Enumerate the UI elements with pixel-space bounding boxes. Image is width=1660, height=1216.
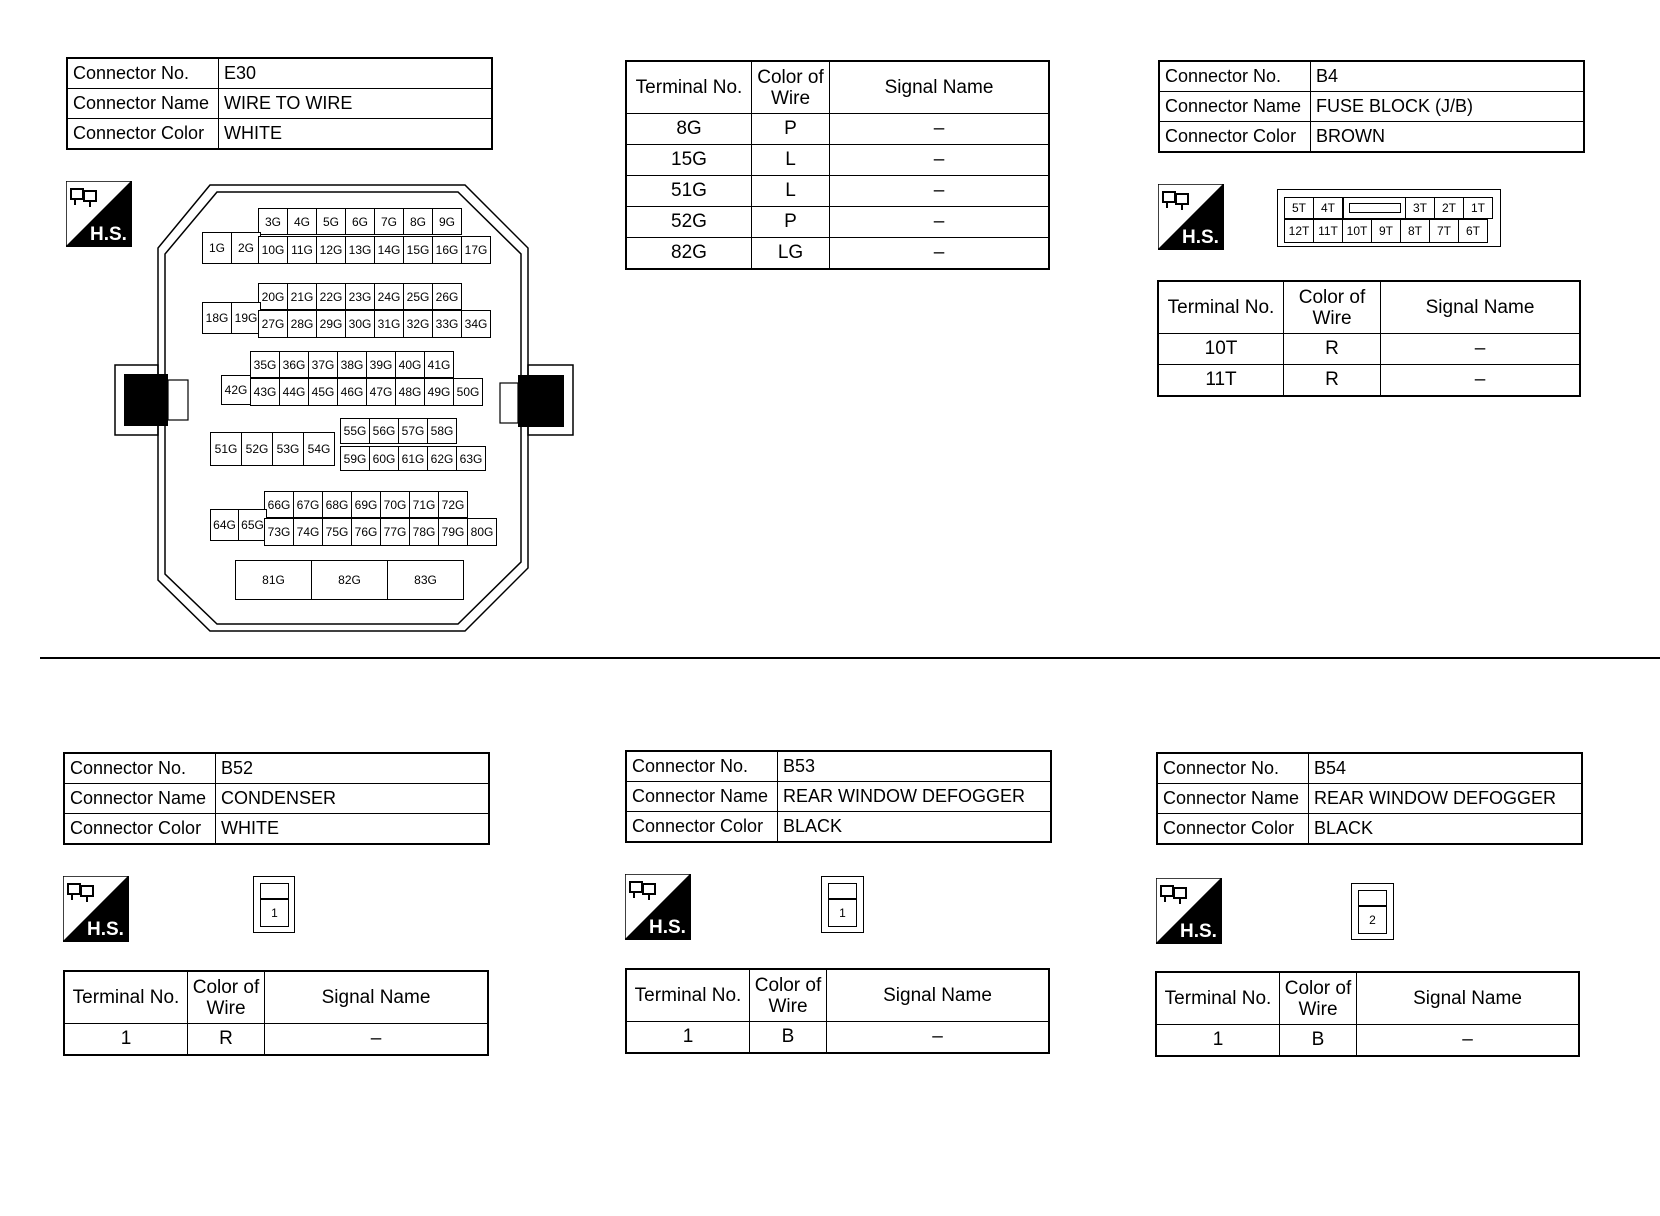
hs-text: H.S.: [649, 917, 686, 938]
pin-29G: 29G: [316, 310, 346, 338]
pin-1G: 1G: [202, 232, 232, 264]
pin-79G: 79G: [438, 518, 468, 546]
table-row: [626, 207, 1049, 238]
pin-14G: 14G: [374, 236, 404, 264]
table-row: [1158, 334, 1580, 365]
pin-62G: 62G: [427, 446, 457, 471]
pin-49G: 49G: [424, 378, 454, 406]
terminal-no-header: Terminal No.: [1156, 972, 1280, 1025]
terminal-no-cell: 51G: [626, 176, 752, 207]
color-of-wire-header: Color of Wire: [1284, 281, 1381, 334]
signal-name-header: Signal Name: [827, 969, 1050, 1022]
pin-82G: 82G: [311, 560, 388, 600]
pin-43G: 43G: [250, 378, 280, 406]
pin-13G: 13G: [345, 236, 375, 264]
signal-name-cell: –: [830, 238, 1050, 270]
hs-badge-icon: [1156, 878, 1222, 944]
pin-58G: 58G: [427, 418, 457, 444]
pin-7T: 7T: [1429, 219, 1459, 243]
pin-18G: 18G: [202, 302, 232, 334]
terminal-no-cell: 11T: [1158, 365, 1284, 397]
pin-53G: 53G: [272, 432, 304, 466]
pin-6G: 6G: [345, 208, 375, 235]
wire-color-cell: L: [752, 145, 830, 176]
table-row: [626, 238, 1049, 270]
hs-text: H.S.: [1182, 227, 1219, 248]
signal-name-cell: –: [1381, 365, 1581, 397]
pin-41G: 41G: [424, 351, 454, 378]
pin-12T: 12T: [1284, 219, 1314, 243]
connector-color-value: WHITE: [219, 119, 493, 150]
color-of-wire-header: Color of Wire: [750, 969, 827, 1022]
pin-9G: 9G: [432, 208, 462, 235]
b53-connector-face: [821, 876, 864, 933]
b4-terminal-table: [1157, 280, 1581, 397]
connector-name-label: Connector Name: [1157, 784, 1309, 814]
signal-name-header: Signal Name: [1357, 972, 1580, 1025]
pin-60G: 60G: [369, 446, 399, 471]
pin-20G: 20G: [258, 283, 288, 310]
pin-11T: 11T: [1313, 219, 1343, 243]
pin-1: 1: [828, 899, 857, 927]
terminal-no-cell: 10T: [1158, 334, 1284, 365]
table-row: [626, 176, 1049, 207]
pin-67G: 67G: [293, 491, 323, 518]
pin-46G: 46G: [337, 378, 367, 406]
pin-4G: 4G: [287, 208, 317, 235]
pin-45G: 45G: [308, 378, 338, 406]
hs-text: H.S.: [1180, 921, 1217, 942]
pin-69G: 69G: [351, 491, 381, 518]
signal-name-header: Signal Name: [830, 61, 1050, 114]
pin-32G: 32G: [403, 310, 433, 338]
hs-text: H.S.: [90, 224, 127, 245]
b54-terminal-table: [1155, 971, 1580, 1057]
pin-36G: 36G: [279, 351, 309, 378]
pin-9T: 9T: [1371, 219, 1401, 243]
connector-no-label: Connector No.: [1157, 753, 1309, 784]
pin-33G: 33G: [432, 310, 462, 338]
pin-68G: 68G: [322, 491, 352, 518]
pin-5G: 5G: [316, 208, 346, 235]
pin-8G: 8G: [403, 208, 433, 235]
pin-78G: 78G: [409, 518, 439, 546]
pin-40G: 40G: [395, 351, 425, 378]
color-of-wire-header: Color of Wire: [752, 61, 830, 114]
pin-37G: 37G: [308, 351, 338, 378]
pin-80G: 80G: [467, 518, 497, 546]
pin-10G: 10G: [258, 236, 288, 264]
signal-name-cell: –: [1381, 334, 1581, 365]
pin-76G: 76G: [351, 518, 381, 546]
connector-no-value: E30: [219, 58, 493, 89]
pin-4T: 4T: [1313, 197, 1343, 219]
terminal-no-cell: 82G: [626, 238, 752, 270]
connector-no-label: Connector No.: [1159, 61, 1311, 92]
key-slot-mark: [1349, 203, 1401, 213]
connector-no-value: B4: [1311, 61, 1585, 92]
wire-color-cell: R: [188, 1024, 265, 1056]
pin-2G: 2G: [231, 232, 261, 264]
table-row: [626, 1022, 1049, 1054]
signal-name-cell: –: [830, 145, 1050, 176]
pin-50G: 50G: [453, 378, 483, 406]
pin-1: 1: [260, 899, 289, 927]
pin-52G: 52G: [241, 432, 273, 466]
color-of-wire-header: Color of Wire: [1280, 972, 1357, 1025]
b52-connector-face: [253, 876, 295, 933]
pin-65G: 65G: [238, 509, 267, 541]
pin-26G: 26G: [432, 283, 462, 310]
key-slot: [1343, 197, 1406, 219]
pin-77G: 77G: [380, 518, 410, 546]
pin-10T: 10T: [1342, 219, 1372, 243]
connector-color-label: Connector Color: [1157, 814, 1309, 845]
pin-70G: 70G: [380, 491, 410, 518]
b54-info-table: [1156, 752, 1583, 845]
signal-name-header: Signal Name: [265, 971, 489, 1024]
connector-color-value: WHITE: [216, 814, 490, 845]
pin-5T: 5T: [1284, 197, 1314, 219]
b53-info-table: [625, 750, 1052, 843]
connector-color-label: Connector Color: [1159, 122, 1311, 153]
e30-info-table: [66, 57, 493, 150]
pin-25G: 25G: [403, 283, 433, 310]
e30-terminal-table: [625, 60, 1050, 270]
pin-64G: 64G: [210, 509, 239, 541]
connector-no-label: Connector No.: [64, 753, 216, 784]
section-divider: [40, 657, 1660, 659]
connector-color-label: Connector Color: [67, 119, 219, 150]
pin-38G: 38G: [337, 351, 367, 378]
pin-42G: 42G: [221, 375, 251, 405]
terminal-no-header: Terminal No.: [626, 969, 750, 1022]
pin-2T: 2T: [1434, 197, 1464, 219]
wire-color-cell: R: [1284, 365, 1381, 397]
connector-color-value: BLACK: [1309, 814, 1583, 845]
pin-30G: 30G: [345, 310, 375, 338]
pin-24G: 24G: [374, 283, 404, 310]
pin-22G: 22G: [316, 283, 346, 310]
terminal-no-cell: 1: [64, 1024, 188, 1056]
pin-17G: 17G: [461, 236, 491, 264]
pin-83G: 83G: [387, 560, 464, 600]
pin-35G: 35G: [250, 351, 280, 378]
pin-34G: 34G: [461, 310, 491, 338]
connector-name-value: FUSE BLOCK (J/B): [1311, 92, 1585, 122]
wire-color-cell: LG: [752, 238, 830, 270]
b52-info-table: [63, 752, 490, 845]
pin-66G: 66G: [264, 491, 294, 518]
pin-23G: 23G: [345, 283, 375, 310]
pin-3T: 3T: [1405, 197, 1435, 219]
wire-color-cell: L: [752, 176, 830, 207]
pin-81G: 81G: [235, 560, 312, 600]
terminal-no-cell: 8G: [626, 114, 752, 145]
pin-39G: 39G: [366, 351, 396, 378]
connector-color-value: BLACK: [778, 812, 1052, 843]
connector-name-value: WIRE TO WIRE: [219, 89, 493, 119]
table-row: [626, 114, 1049, 145]
connector-no-value: B54: [1309, 753, 1583, 784]
pin-27G: 27G: [258, 310, 288, 338]
pin-54G: 54G: [303, 432, 335, 466]
wire-color-cell: B: [1280, 1025, 1357, 1057]
pin-47G: 47G: [366, 378, 396, 406]
connector-name-label: Connector Name: [67, 89, 219, 119]
pin-16G: 16G: [432, 236, 462, 264]
pin-8T: 8T: [1400, 219, 1430, 243]
b53-terminal-table: [625, 968, 1050, 1054]
pin-1T: 1T: [1463, 197, 1493, 219]
signal-name-cell: –: [830, 114, 1050, 145]
pin-61G: 61G: [398, 446, 428, 471]
pin-71G: 71G: [409, 491, 439, 518]
connector-name-label: Connector Name: [1159, 92, 1311, 122]
pin-19G: 19G: [231, 302, 261, 334]
pin-55G: 55G: [340, 418, 370, 444]
pin-28G: 28G: [287, 310, 317, 338]
table-row: [626, 145, 1049, 176]
pin-56G: 56G: [369, 418, 399, 444]
terminal-no-header: Terminal No.: [64, 971, 188, 1024]
pin-51G: 51G: [210, 432, 242, 466]
table-row: [64, 1024, 488, 1056]
wire-color-cell: B: [750, 1022, 827, 1054]
connector-color-label: Connector Color: [64, 814, 216, 845]
connector-color-label: Connector Color: [626, 812, 778, 843]
pin-2: 2: [1358, 906, 1387, 934]
wire-color-cell: P: [752, 114, 830, 145]
pin-21G: 21G: [287, 283, 317, 310]
terminal-no-header: Terminal No.: [1158, 281, 1284, 334]
connector-no-label: Connector No.: [67, 58, 219, 89]
connector-name-value: REAR WINDOW DEFOGGER: [778, 782, 1052, 812]
hs-badge-icon: [625, 874, 691, 940]
pin-75G: 75G: [322, 518, 352, 546]
wire-color-cell: P: [752, 207, 830, 238]
pin-48G: 48G: [395, 378, 425, 406]
pin-44G: 44G: [279, 378, 309, 406]
pin-31G: 31G: [374, 310, 404, 338]
pin-7G: 7G: [374, 208, 404, 235]
signal-name-cell: –: [265, 1024, 489, 1056]
wire-color-cell: R: [1284, 334, 1381, 365]
pin-15G: 15G: [403, 236, 433, 264]
signal-name-cell: –: [827, 1022, 1050, 1054]
connector-color-value: BROWN: [1311, 122, 1585, 153]
pin-72G: 72G: [438, 491, 468, 518]
pin-63G: 63G: [456, 446, 486, 471]
terminal-no-cell: 15G: [626, 145, 752, 176]
terminal-no-cell: 1: [626, 1022, 750, 1054]
color-of-wire-header: Color of Wire: [188, 971, 265, 1024]
connector-no-label: Connector No.: [626, 751, 778, 782]
pin-12G: 12G: [316, 236, 346, 264]
pin-74G: 74G: [293, 518, 323, 546]
hs-badge-icon: [63, 876, 129, 942]
hs-text: H.S.: [87, 919, 124, 940]
connector-name-value: CONDENSER: [216, 784, 490, 814]
pin-59G: 59G: [340, 446, 370, 471]
pin-3G: 3G: [258, 208, 288, 235]
b52-terminal-table: [63, 970, 489, 1056]
b54-connector-face: [1351, 883, 1394, 940]
terminal-no-cell: 52G: [626, 207, 752, 238]
connector-name-label: Connector Name: [626, 782, 778, 812]
connector-name-label: Connector Name: [64, 784, 216, 814]
hs-badge-icon: [1158, 184, 1224, 250]
signal-name-cell: –: [830, 207, 1050, 238]
pin-6T: 6T: [1458, 219, 1488, 243]
connector-no-value: B53: [778, 751, 1052, 782]
table-row: [1156, 1025, 1579, 1057]
signal-name-cell: –: [830, 176, 1050, 207]
pin-73G: 73G: [264, 518, 294, 546]
table-row: [1158, 365, 1580, 397]
connector-name-value: REAR WINDOW DEFOGGER: [1309, 784, 1583, 814]
signal-name-cell: –: [1357, 1025, 1580, 1057]
b4-info-table: [1158, 60, 1585, 153]
terminal-no-cell: 1: [1156, 1025, 1280, 1057]
terminal-no-header: Terminal No.: [626, 61, 752, 114]
signal-name-header: Signal Name: [1381, 281, 1581, 334]
pin-11G: 11G: [287, 236, 317, 264]
connector-no-value: B52: [216, 753, 490, 784]
pin-57G: 57G: [398, 418, 428, 444]
